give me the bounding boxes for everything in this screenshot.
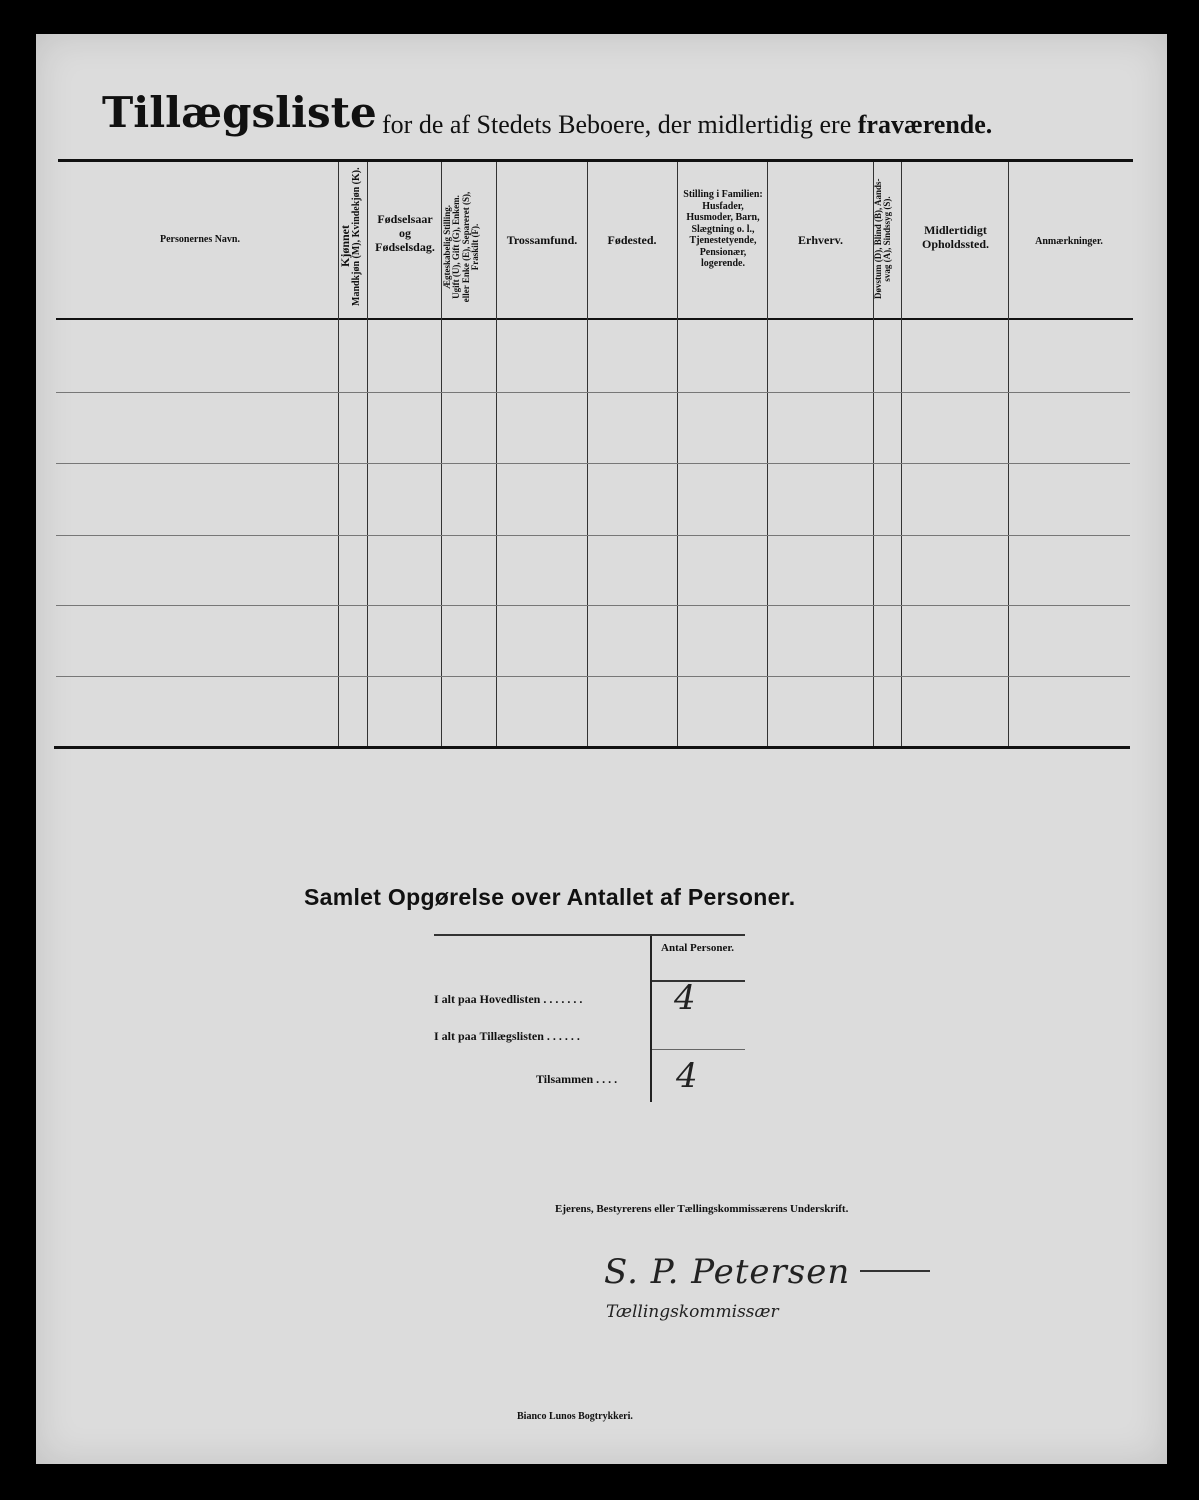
table-row-line (56, 676, 1130, 677)
printer-credit: Bianco Lunos Bogtrykkeri. (517, 1411, 633, 1422)
summary-label-total: Tilsammen . . . . (536, 1072, 618, 1086)
header-marital-codes-1: Ugift (U), Gift (G), Enkem. (451, 195, 462, 299)
table-header-rule (56, 318, 1133, 320)
header-gender (338, 167, 367, 306)
summary-table-vline (650, 936, 652, 1102)
table-row-line (56, 463, 1130, 464)
header-occupation: Erhverv. (798, 233, 843, 247)
column-divider (367, 162, 368, 746)
column-divider (767, 162, 768, 746)
header-gender-title: Kjønnet (338, 225, 352, 267)
header-temp-stay: Midlertidigt Opholdssted. (921, 223, 990, 251)
subtitle-text: for de af Stedets Beboere, der midlertidig ere (382, 110, 852, 139)
summary-value-total: 4 (676, 1056, 698, 1096)
header-gender-codes: Mandkjøn (M), Kvindekjøn (K). (350, 167, 362, 306)
header-disability (874, 179, 900, 299)
header-names: Personernes Navn. (160, 234, 240, 245)
summary-table-top-line (434, 934, 745, 936)
subtitle-emphasis: fraværende. (857, 110, 993, 139)
summary-label-main-list: I alt paa Hovedlisten . . . . . . . (434, 992, 583, 1006)
signature-name: S. P. Petersen (604, 1252, 851, 1292)
table-row-line (56, 535, 1130, 536)
column-divider (677, 162, 678, 746)
summary-header-underline (652, 980, 745, 982)
header-disability-2: svag (A), Sindssyg (S). (882, 196, 893, 282)
table-top-rule (58, 159, 1133, 162)
header-family-position: Stilling i Familien: Husfader, Husmoder, Barn, Slægtning o. l., Tjenestetyende, Pensionær, logerende. (683, 189, 763, 269)
header-birthplace: Fødested. (607, 233, 657, 247)
signature-caption: Ejerens, Bestyrerens eller Tællingskommissærens Underskrift. (555, 1203, 849, 1215)
column-divider (587, 162, 588, 746)
header-religion: Trossamfund. (506, 233, 578, 247)
signature-role: Tællingskommissær (606, 1302, 779, 1322)
header-remarks: Anmærkninger. (1035, 236, 1103, 247)
header-marital-title: Ægteskabelig Stilling. (442, 205, 452, 290)
column-divider (496, 162, 497, 746)
form-title: Tillægsliste (102, 88, 377, 137)
header-marital-codes-2: eller Enke (E), Separeret (S), (460, 191, 471, 303)
table-bottom-rule (54, 746, 1130, 749)
table-row-line (56, 392, 1130, 393)
column-divider (901, 162, 902, 746)
signature-flourish (860, 1270, 930, 1272)
summary-count-header: Antal Personer. (661, 942, 734, 954)
summary-title: Samlet Opgørelse over Antallet af Personer. (304, 884, 796, 910)
summary-value-main-list: 4 (674, 978, 696, 1018)
column-divider (1008, 162, 1009, 746)
summary-subtotal-line (652, 1049, 745, 1050)
header-birth: Fødselsaar og Fødselsdag. (375, 212, 435, 254)
header-marital-codes-3: Fraskilt (F). (470, 223, 481, 271)
summary-label-supplement-list: I alt paa Tillægslisten . . . . . . (434, 1029, 580, 1043)
form-subtitle (382, 112, 992, 138)
header-disability-1: Døvstum (D), Blind (B), Aands- (873, 178, 883, 299)
table-row-line (56, 605, 1130, 606)
header-marital (443, 187, 493, 307)
